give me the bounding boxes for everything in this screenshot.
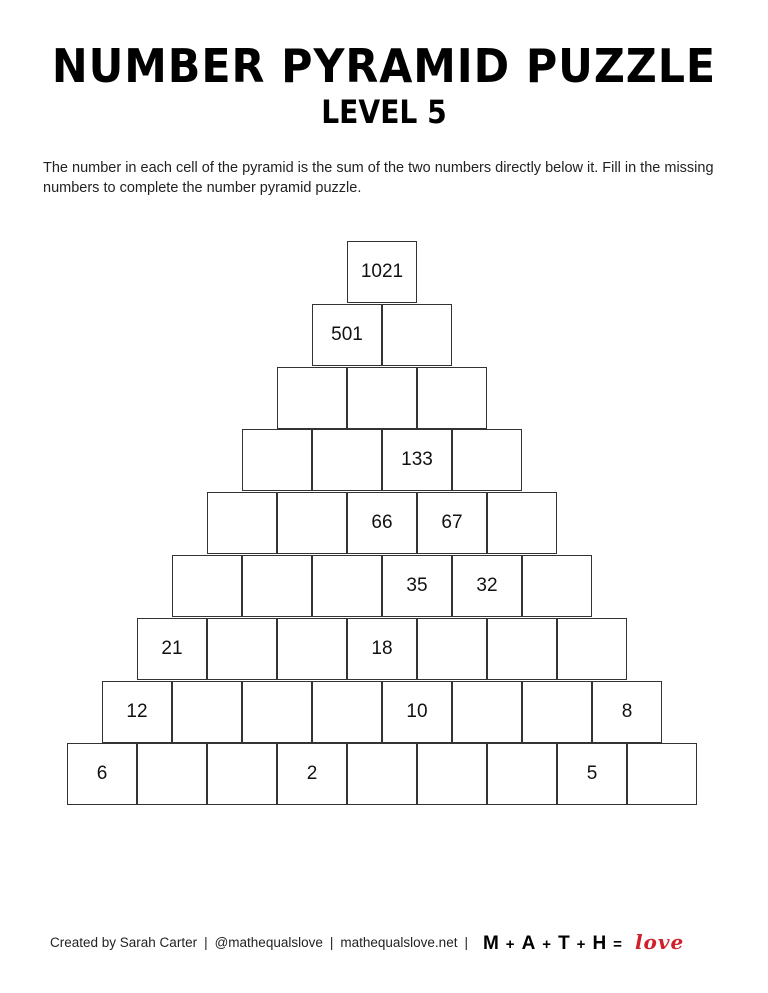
pyramid-cell[interactable]: 6 [67,743,137,805]
pyramid-cell[interactable] [242,681,312,743]
pyramid-cell[interactable] [137,743,207,805]
pyramid-cell[interactable] [312,555,382,617]
pyramid-cell[interactable] [417,743,487,805]
pyramid-cell[interactable]: 1021 [347,241,417,303]
brand-letter: H [592,933,608,954]
footer-separator: | [204,935,208,950]
instructions-text: The number in each cell of the pyramid is the sum of the two numbers directly below it. Fill in the missing numbers to complete the number pyramid puzzle. [43,160,714,196]
brand-plus: + [542,936,553,953]
pyramid-cell[interactable] [242,429,312,491]
pyramid-cell[interactable]: 2 [277,743,347,805]
pyramid-cell[interactable] [417,367,487,429]
brand-plus: + [505,936,516,953]
pyramid-cell[interactable]: 12 [102,681,172,743]
pyramid-cell[interactable] [242,555,312,617]
footer [50,930,684,955]
pyramid-cell[interactable]: 21 [137,618,207,680]
pyramid-cell[interactable] [172,555,242,617]
pyramid-cell[interactable]: 133 [382,429,452,491]
pyramid-cell[interactable] [207,618,277,680]
pyramid-cell[interactable] [557,618,627,680]
pyramid-cell[interactable]: 35 [382,555,452,617]
brand-love-script: love [634,930,685,954]
pyramid-cell[interactable] [207,743,277,805]
pyramid-cell[interactable]: 67 [417,492,487,554]
pyramid-cell[interactable] [312,681,382,743]
footer-separator: | [464,935,468,950]
pyramid-cell[interactable] [627,743,697,805]
pyramid-cell[interactable] [452,681,522,743]
page-title: NUMBER PYRAMID PUZZLE [51,39,717,93]
brand-equals: = [613,936,623,953]
footer-website: mathequalslove.net [340,935,458,950]
brand-plus: + [576,936,587,953]
pyramid-cell[interactable] [277,492,347,554]
pyramid-cell[interactable] [452,429,522,491]
pyramid-cell[interactable] [487,492,557,554]
pyramid-cell[interactable]: 18 [347,618,417,680]
pyramid-cell[interactable]: 10 [382,681,452,743]
pyramid-cell[interactable] [487,743,557,805]
brand-letter: T [558,933,571,954]
pyramid-cell[interactable] [312,429,382,491]
pyramid-cell[interactable] [382,304,452,366]
pyramid-cell[interactable] [207,492,277,554]
footer-separator: | [329,935,334,950]
pyramid-cell[interactable]: 32 [452,555,522,617]
pyramid-cell[interactable]: 66 [347,492,417,554]
pyramid-cell[interactable] [347,367,417,429]
pyramid-cell[interactable] [522,681,592,743]
pyramid-cell[interactable]: 5 [557,743,627,805]
pyramid-cell[interactable] [277,618,347,680]
footer-credit: Created by Sarah Carter [50,935,198,950]
pyramid-cell[interactable]: 501 [312,304,382,366]
brand-logo [483,930,684,955]
level-subtitle: LEVEL 5 [321,93,447,131]
pyramid-cell[interactable]: 8 [592,681,662,743]
pyramid-cell[interactable] [522,555,592,617]
footer-social-handle: @mathequalslove [214,935,323,950]
pyramid-cell[interactable] [347,743,417,805]
pyramid-cell[interactable] [277,367,347,429]
brand-letter: A [521,933,537,954]
pyramid-cell[interactable] [417,618,487,680]
brand-letter: M [482,933,500,954]
pyramid-cell[interactable] [487,618,557,680]
pyramid-cell[interactable] [172,681,242,743]
